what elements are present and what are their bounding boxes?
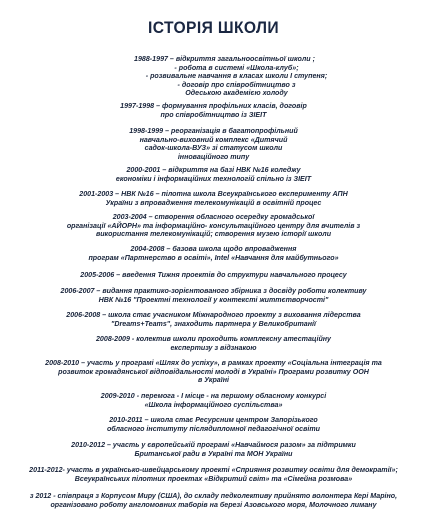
history-entry-1998 bbox=[0, 127, 427, 161]
entry-line: використання телекомунікацій; створення музею історії школи bbox=[95, 230, 332, 239]
entry-line: 2006-2007 – видання практико-зорієнтованого збірника з досвіду роботи колективу bbox=[60, 287, 367, 295]
history-entry-2009-2010 bbox=[0, 392, 427, 409]
entry-line: «Школа інформаційного суспільства» bbox=[144, 400, 283, 409]
entry-line: навчально-виховний комплекс «Дитячий bbox=[139, 135, 288, 144]
entry-line: - робота в системі «Школа-клуб»; bbox=[174, 63, 299, 72]
entry-line: економіки і інформаційних технологій спільно із ЗІЕІТ bbox=[115, 174, 312, 183]
history-entry-2003 bbox=[0, 213, 427, 239]
entry-line: з 2012 - співпраця з Корпусом Миру (США), до складу педколективу прийнято волонтера Кері Маріно, bbox=[29, 492, 398, 500]
entry-line: розвиток громадянської відповідальності молоді в Україні» Програми розвитку ООН bbox=[58, 367, 369, 376]
entry-line: 2008-2010 – участь у програмі «Шлях до успіху», в рамках проекту «Соціальна інтеграція та bbox=[45, 359, 382, 367]
history-entry-2005 bbox=[0, 271, 427, 280]
history-entry-2011-2012 bbox=[0, 466, 427, 483]
entry-line: 2010-2012 – участь у європейській програмі «Навчаймося разом» за підтримки bbox=[71, 441, 356, 449]
history-entry-2008-2009 bbox=[0, 335, 427, 352]
entry-line: організації «АЙОРН» та інформаційно- консультаційного центру для вчителів з bbox=[66, 221, 361, 230]
entry-line: Одеською академією холоду bbox=[185, 89, 288, 98]
entry-line: 1998-1999 – реорганізація в багатопрофільний bbox=[129, 127, 298, 135]
history-entry-2006-2007 bbox=[0, 287, 427, 304]
entry-line: інноваційного типу bbox=[177, 152, 250, 161]
entry-line: НВК №16 "Проектні технології у контексті життєтворчості" bbox=[98, 295, 329, 304]
entry-line: - розвивальне навчання в класах школи І ступеня; bbox=[145, 72, 328, 81]
entry-line: 2004-2008 – базова школа щодо впровадження bbox=[130, 245, 297, 253]
entry-line: 2001-2003 – НВК №16 – пілотна школа Всеукраїнського експерименту АПН bbox=[79, 190, 348, 198]
entry-line: обласного інституту післядипломної педагогічної освіти bbox=[106, 424, 321, 433]
entry-line: 1997-1998 – формування профільних класів, договір bbox=[120, 102, 307, 110]
entry-line: про співробітництво із ЗІЕІТ bbox=[160, 110, 267, 119]
page-title: ІСТОРІЯ ШКОЛИ bbox=[148, 18, 279, 37]
entry-line: програм «Партнерство в освіті», Intel «Навчання для майбутнього» bbox=[88, 253, 339, 262]
entry-line: 2008-2009 - колектив школи проходить комплексну атестаційну bbox=[95, 335, 332, 343]
entry-line: 2010-2011 – школа стає Ресурсним центром Запорізького bbox=[109, 416, 318, 424]
entry-line: 2003-2004 – створення обласного осередку громадської bbox=[112, 213, 315, 221]
history-entry-2010-2012 bbox=[0, 441, 427, 458]
entry-line: України з впровадження телекомунікацій в освітній процес bbox=[105, 198, 322, 207]
entry-line: 1988-1997 – відкриття загальноосвітньої школи ; bbox=[134, 55, 315, 63]
entry-line: 2011-2012- участь в українсько-швейцарському проекті «Сприяння розвитку освіти для демократії»; bbox=[29, 466, 398, 474]
history-entry-2001 bbox=[0, 190, 427, 207]
entry-line: 2000-2001 – відкриття на базі НВК №16 коледжу bbox=[126, 166, 301, 174]
entry-line: 2009-2010 - перемога - І місце - на першому обласному конкурсі bbox=[100, 392, 327, 400]
entry-line: "Dreams+Teams", знаходить партнера у Великобританії bbox=[111, 319, 316, 328]
entry-line: Британської ради в Україні та МОН України bbox=[134, 449, 293, 458]
entry-line: - договір про співробітництво з bbox=[177, 80, 296, 89]
history-entry-2010-2011 bbox=[0, 416, 427, 433]
entry-line: організовано роботу англомовних таборів на березі Азовського моря, Молочного лиману bbox=[50, 500, 377, 509]
history-entry-2004 bbox=[0, 245, 427, 262]
entry-line: Всеукраїнських пілотних проектах «Відкритий світ» та «Сімейна розмова» bbox=[74, 474, 353, 483]
entry-line: 2006-2008 – школа стає учасником Міжнародного проекту з виховання лідерства bbox=[66, 311, 361, 319]
history-entry-2012 bbox=[0, 492, 427, 509]
entry-line: садок-школа-ВУЗ» зі статусом школи bbox=[144, 144, 283, 153]
history-entry-1997 bbox=[0, 102, 427, 119]
entry-line: в Україні bbox=[198, 376, 229, 385]
history-entry-1988 bbox=[0, 55, 427, 98]
entry-line: експертизу з відзнакою bbox=[170, 343, 257, 352]
history-entry-2008-2010 bbox=[0, 359, 427, 385]
history-entry-2000 bbox=[0, 166, 427, 183]
history-entry-2006-2008 bbox=[0, 311, 427, 328]
entry-line: 2005-2006 – введення Тижня проектів до структури навчального процесу bbox=[80, 271, 347, 279]
